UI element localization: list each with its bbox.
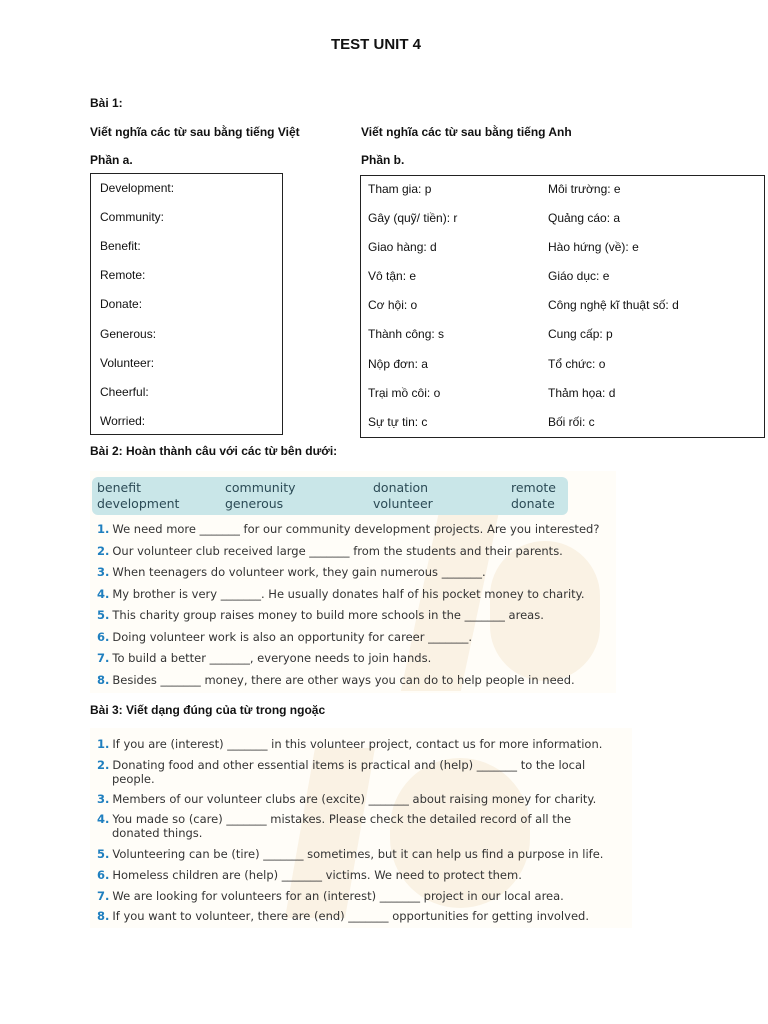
word-a-item: Development:: [100, 181, 175, 195]
word-b-right-item: Thảm họa: d: [548, 386, 616, 400]
exercise-2-image: [90, 471, 616, 693]
exercise-3-image: [90, 728, 632, 928]
word-b-right-item: Hào hứng (về): e: [548, 240, 639, 254]
word-bank-word: remote: [511, 480, 556, 495]
word-a-item: Community:: [100, 210, 165, 224]
word-a-item: Volunteer:: [100, 356, 155, 370]
word-b-right-item: Giáo dục: e: [548, 269, 610, 283]
word-bank-word: volunteer: [373, 496, 433, 511]
exercise-3-heading: Bài 3: Viết dạng đúng của từ trong ngoặc: [90, 703, 326, 717]
exercise-3-item: 6. Homeless children are (help) _______ victims. We need to protect them.: [97, 868, 522, 882]
exercise-2-heading: Bài 2: Hoàn thành câu với các từ bên dưới:: [90, 444, 338, 458]
word-bank-word: benefit: [97, 480, 142, 495]
word-a-item: Worried:: [100, 414, 146, 428]
part-a-word-box: [90, 173, 283, 435]
word-b-right-item: Công nghệ kĩ thuật số: d: [548, 298, 679, 312]
word-a-item: Donate:: [100, 297, 143, 311]
word-b-left-item: Nộp đơn: a: [368, 357, 428, 371]
word-a-item: Generous:: [100, 327, 157, 341]
exercise-3-item-continuation: people.: [112, 772, 155, 786]
word-bank-word: development: [97, 496, 180, 511]
word-b-right-item: Cung cấp: p: [548, 327, 613, 341]
word-bank-word: generous: [225, 496, 284, 511]
exercise-1-instruction-english: Viết nghĩa các từ sau bằng tiếng Anh: [361, 125, 572, 139]
word-bank-word: community: [225, 480, 296, 495]
word-b-right-item: Bối rối: c: [548, 415, 595, 429]
word-b-left-item: Thành công: s: [368, 327, 445, 341]
exercise-3-item: 2. Donating food and other essential items is practical and (help) _______ to the local: [97, 758, 586, 772]
word-bank-word: donate: [511, 496, 555, 511]
word-a-item: Benefit:: [100, 239, 141, 253]
word-b-left-item: Sự tự tin: c: [368, 415, 428, 429]
exercise-2-item: 5. This charity group raises money to build more schools in the _______ areas.: [97, 608, 544, 622]
exercise-3-item: 5. Volunteering can be (tire) _______ sometimes, but it can help us find a purpose in life.: [97, 847, 604, 861]
exercise-3-item: 7. We are looking for volunteers for an (interest) _______ project in our local area.: [97, 889, 564, 903]
exercise-3-item: 3. Members of our volunteer clubs are (excite) _______ about raising money for charity.: [97, 792, 597, 806]
word-b-right-item: Quảng cáo: a: [548, 211, 621, 225]
word-a-item: Cheerful:: [100, 385, 149, 399]
exercise-3-item-continuation: donated things.: [112, 826, 203, 840]
word-b-right-item: Môi trường: e: [548, 182, 621, 196]
part-b-label: Phần b.: [361, 153, 405, 167]
exercise-2-item: 7. To build a better _______, everyone needs to join hands.: [97, 651, 432, 665]
exercise-2-item: 8. Besides _______ money, there are other ways you can do to help people in need.: [97, 673, 575, 687]
word-b-left-item: Gây (quỹ/ tiền): r: [368, 211, 458, 225]
exercise-2-item: 4. My brother is very _______. He usually donates half of his pocket money to charity.: [97, 587, 585, 601]
watermark-shape: [390, 758, 530, 908]
exercise-2-item: 1. We need more _______ for our community development projects. Are you interested?: [97, 522, 600, 536]
word-b-left-item: Cơ hội: o: [368, 298, 418, 312]
word-b-right-item: Tổ chức: o: [548, 357, 606, 371]
exercise-1-heading: Bài 1:: [90, 96, 123, 110]
word-b-left-item: Tham gia: p: [368, 182, 432, 196]
exercise-3-item: 8. If you want to volunteer, there are (end) _______ opportunities for getting involved.: [97, 909, 589, 923]
exercise-2-item: 3. When teenagers do volunteer work, they gain numerous _______.: [97, 565, 486, 579]
exercise-2-item: 6. Doing volunteer work is also an opportunity for career _______.: [97, 630, 473, 644]
word-b-left-item: Vô tận: e: [368, 269, 417, 283]
word-bank-word: donation: [373, 480, 429, 495]
page-title: TEST UNIT 4: [330, 36, 421, 53]
exercise-2-item: 2. Our volunteer club received large _______ from the students and their parents.: [97, 544, 563, 558]
exercise-3-item: 1. If you are (interest) _______ in this volunteer project, contact us for more information.: [97, 737, 603, 751]
word-b-left-item: Trại mồ côi: o: [368, 386, 441, 400]
word-bank: [92, 477, 568, 515]
word-a-item: Remote:: [100, 268, 146, 282]
exercise-1-instruction-vietnamese: Viết nghĩa các từ sau bằng tiếng Việt: [90, 125, 300, 139]
word-b-left-item: Giao hàng: d: [368, 240, 437, 254]
part-b-word-box: [360, 175, 765, 438]
part-a-label: Phần a.: [90, 153, 133, 167]
exercise-3-item: 4. You made so (care) _______ mistakes. Please check the detailed record of all the: [97, 812, 572, 826]
